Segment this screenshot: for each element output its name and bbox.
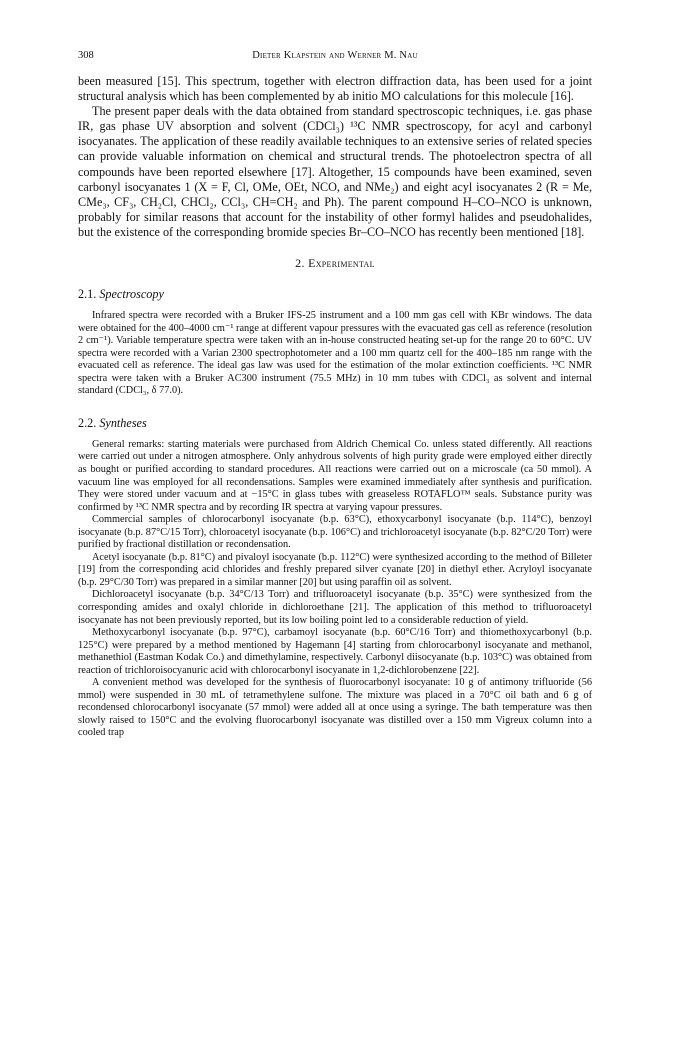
paper-page: [78, 50, 592, 740]
running-title: Dieter Klapstein and Werner M. Nau: [252, 50, 418, 61]
running-header: [78, 50, 592, 68]
paragraph: Commercial samples of chlorocarbonyl isocyanate (b.p. 63°C), ethoxycarbonyl isocyanate (b.p. 114°C), benzoyl isocyanate (b.p. 87°C/15 Torr), chloroacetyl isocyanate (b.p. 106°C) and trichloroacetyl isocyanate (b.p. 82°C/20 Torr) were purified by fractional distillation or recondensation.: [78, 514, 592, 551]
syntheses-text: [78, 439, 592, 740]
subsection-heading: [78, 416, 592, 431]
paragraph: General remarks: starting materials were purchased from Aldrich Chemical Co. unless stated differently. All reactions were carried out under a nitrogen atmosphere. Only anhydrous solvents of high purity grade were employed either directly as bought or purified according to standard procedures. All reactions were carried out on a microscale (ca 50 mmol). A vacuum line was employed for all recondensations. Samples were examined immediately after synthesis and purification. They were stored under vacuum and at −15°C in glass tubes with greaseless ROTAFLO™ seals. Substance purity was confirmed by ¹³C NMR spectra and by recording IR spectra at varying vapour pressures.: [78, 438, 592, 513]
intro-text: [78, 74, 592, 240]
section-heading: [78, 256, 592, 271]
paragraph: Dichloroacetyl isocyanate (b.p. 34°C/13 Torr) and trifluoroacetyl isocyanate (b.p. 35°C) were synthesized from the corresponding amides and oxalyl chloride in dichloroethane [21]. The application of this method to trifluoroacetyl isocyanate has not been previously reported, but its low boiling point led to a considerable reduction of yield.: [78, 589, 592, 626]
intro-paragraph: been measured [15]. This spectrum, together with electron diffraction data, has been used for a joint structural analysis which has been complemented by ab initio MO calculations for this molecule [16].: [78, 74, 592, 104]
subsection-number: 2.1.: [78, 287, 97, 302]
subsection-title: Spectroscopy: [99, 287, 164, 302]
intro-paragraph: The present paper deals with the data obtained from standard spectroscopic techniques, i.e. gas phase IR, gas phase UV absorption and solvent (CDCl₃) ¹³C NMR spectroscopy, for acyl and carbonyl isocyanates. The application of these readily available techniques to an extensive series of related species can provide valuable information on chemical and structural trends. The photoelectron spectra of all compounds have been reported elsewhere [17]. Altogether, 15 compounds have been examined, seven carbonyl isocyanates 1 (X = F, Cl, OMe, OEt, NCO, and NMe₂) and eight acyl isocyanates 2 (R = Me, CMe₃, CF₃, CH₂Cl, CHCl₂, CCl₃, CH=CH₂ and Ph). The parent compound H–CO–NCO is unknown, probably for similar reasons that account for the instability of other formyl halides and pseudohalides, but the existence of the corresponding bromide species Br–CO–NCO has recently been mentioned [18].: [78, 104, 592, 239]
paragraph: A convenient method was developed for the synthesis of fluorocarbonyl isocyanate: 10 g of antimony trifluoride (56 mmol) were suspended in 30 mL of tetramethylene sulfone. The mixture was placed in a 70°C oil bath and 6 g of recondensed chlorocarbonyl isocyanate (57 mmol) were added all at once using a syringe. The bath temperature was then slowly raised to 150°C and the evolving fluorocarbonyl isocyanate was distilled over a 150 mm Vigreux column into a cooled trap: [78, 677, 592, 739]
section-number: 2.: [295, 256, 305, 271]
page-number: 308: [78, 50, 94, 61]
spectroscopy-text: [78, 310, 592, 398]
paragraph: Acetyl isocyanate (b.p. 81°C) and pivaloyl isocyanate (b.p. 112°C) were synthesized according to the method of Billeter [19] from the corresponding acid chlorides and freshly prepared silver cyanate [20] in diethyl ether. Acryloyl isocyanate (b.p. 29°C/30 Torr) was prepared in a similar manner [20] but using paraffin oil as solvent.: [78, 551, 592, 588]
subsection-number: 2.2.: [78, 415, 97, 430]
section-title: Experimental: [308, 256, 375, 271]
subsection-heading: [78, 287, 592, 302]
paragraph: Infrared spectra were recorded with a Bruker IFS-25 instrument and a 100 mm gas cell with KBr windows. The data were obtained for the 400–4000 cm⁻¹ range at different vapour pressures with the evacuated gas cell as reference (resolution 2 cm⁻¹). Variable temperature spectra were taken with an in-house constructed heating set-up for the range 20 to 60°C. UV spectra were recorded with a Varian 2300 spectrophotometer and a 100 mm quartz cell for the 400–185 nm range with the evacuated cell as reference. The ideal gas law was used for the estimation of the molar extinction coefficients. ¹³C NMR spectra were taken with a Bruker AC300 instrument (75.5 MHz) in 10 mm tubes with CDCl₃ as solvent and internal standard (CDCl₃, δ 77.0).: [78, 310, 592, 397]
subsection-title: Syntheses: [99, 415, 147, 430]
paragraph: Methoxycarbonyl isocyanate (b.p. 97°C), carbamoyl isocyanate (b.p. 60°C/16 Torr) and thiomethoxycarbonyl (b.p. 125°C) were prepared by a method mentioned by Hagemann [4] starting from chlorocarbonyl isocyanate and methanol, methanethiol (Eastman Kodak Co.) and dimethylamine, respectively. Carbonyl diisocyanate (b.p. 103°C) was obtained from reaction of trichloroisocyanuric acid with chlorocarbonyl isocyanate in 1,2-dichlorobenzene [22].: [78, 627, 592, 676]
